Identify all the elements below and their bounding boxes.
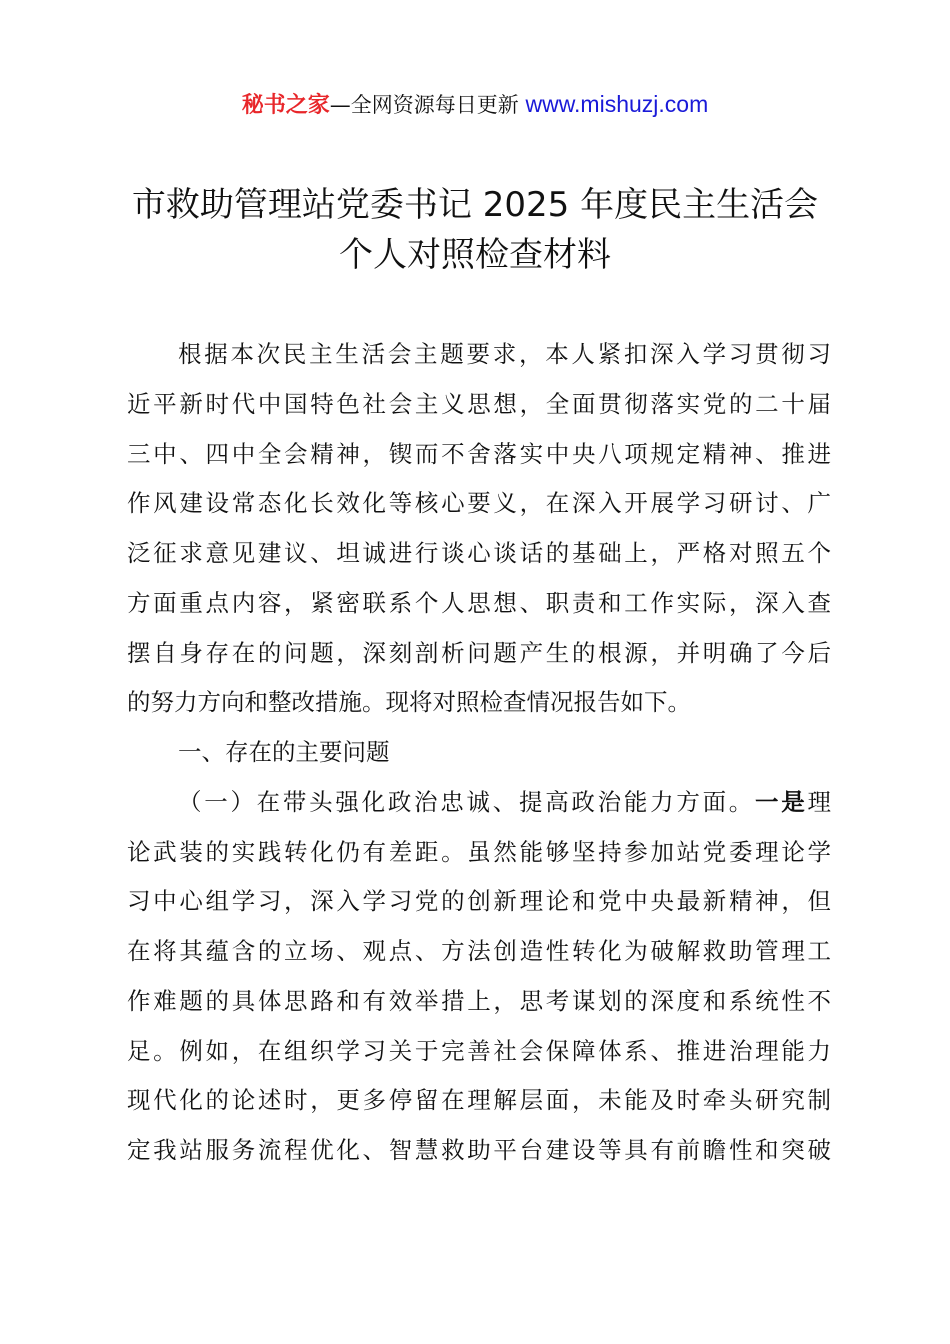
- body-line: 作难题的具体思路和有效举措上，思考谋划的深度和系统性不: [127, 986, 831, 1015]
- brand-name: 秘书之家: [241, 93, 330, 118]
- intro-line: 三中、四中全会精神，锲而不舍落实中央八项规定精神、推进: [127, 439, 831, 468]
- document-title-line-2: 个人对照检查材料: [339, 235, 611, 275]
- intro-line: 根据本次民主生活会主题要求，本人紧扣深入学习贯彻习: [178, 340, 831, 368]
- intro-line: 方面重点内容，紧密联系个人思想、职责和工作实际，深入查: [127, 588, 831, 617]
- subsection-lead-line: [127, 778, 831, 828]
- document-body: [127, 330, 831, 1176]
- watermark-header: [0, 88, 950, 122]
- emphasis-first-point: 一是: [755, 787, 808, 816]
- lead-tail: 理: [807, 787, 831, 816]
- intro-line: 泛征求意见建议、坦诚进行谈心谈话的基础上，严格对照五个: [127, 539, 831, 567]
- body-line: 在将其蕴含的立场、观点、方法创造性转化为破解救助管理工: [127, 937, 831, 965]
- body-line: 定我站服务流程优化、智慧救助平台建设等具有前瞻性和突破: [127, 1136, 831, 1164]
- body-line: 习中心组学习，深入学习党的创新理论和党中央最新精神，但: [127, 887, 831, 916]
- subsection-heading: （一）在带头强化政治忠诚、提高政治能力方面。: [178, 787, 756, 816]
- intro-line: 的努力方向和整改措施。现将对照检查情况报告如下。: [127, 688, 691, 717]
- header-slogan: —全网资源每日更新: [329, 93, 526, 117]
- intro-line: 近平新时代中国特色社会主义思想，全面贯彻落实党的二十届: [127, 389, 831, 418]
- body-line: 现代化的论述时，更多停留在理解层面，未能及时牵头研究制: [127, 1086, 831, 1115]
- body-line: 足。例如，在组织学习关于完善社会保障体系、推进治理能力: [127, 1036, 831, 1065]
- body-line: 论武装的实践转化仍有差距。虽然能够坚持参加站党委理论学: [127, 837, 831, 866]
- intro-line: 作风建设常态化长效化等核心要义，在深入开展学习研讨、广: [127, 489, 831, 518]
- website-link[interactable]: www.mishuzj.com: [525, 91, 709, 117]
- intro-line: 摆自身存在的问题，深刻剖析问题产生的根源，并明确了今后: [127, 638, 831, 667]
- document-title-line-1: 市救助管理站党委书记 2025 年度民主生活会: [131, 185, 819, 225]
- section-heading: 一、存在的主要问题: [178, 738, 390, 766]
